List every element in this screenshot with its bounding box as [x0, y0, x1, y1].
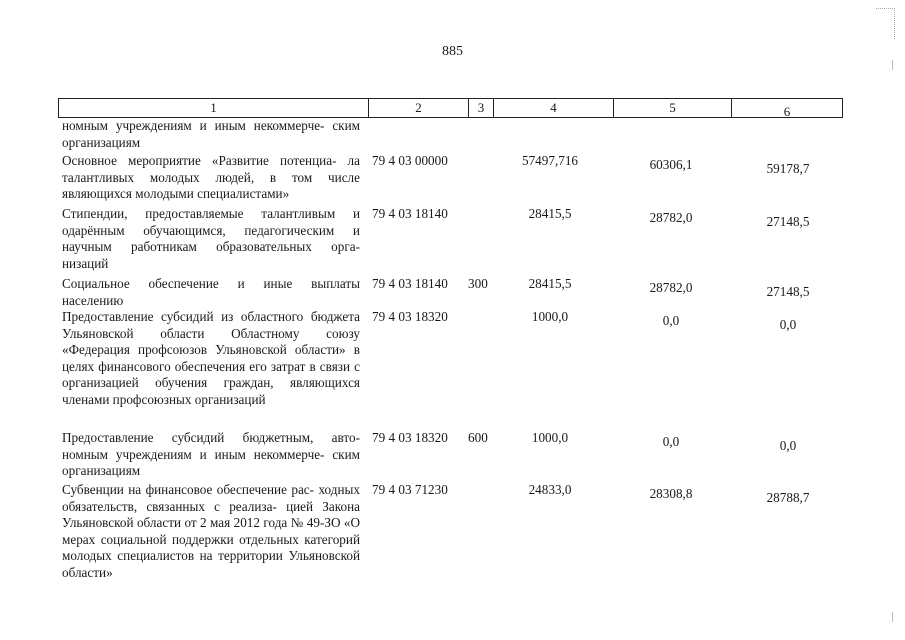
- row-value-col4: 1000,0: [531, 430, 569, 445]
- row-value-col5: 0,0: [662, 434, 680, 449]
- row-description: Стипендии, предоставляемые талантливым и одарённым обучающимся, педагогическим и научным работникам образовательных орга- низаций: [62, 206, 360, 271]
- row-value-col6: 0,0: [779, 438, 797, 453]
- row-target-code: 79 4 03 18320: [372, 430, 448, 445]
- row-target-code: 79 4 03 18320: [372, 309, 448, 324]
- row-value-col6: 27148,5: [766, 214, 810, 229]
- row-description: Предоставление субсидий бюджетным, авто- номным учреждениям и иным некоммерче- ским организациям: [62, 430, 360, 478]
- scan-corner-mark: [876, 8, 895, 39]
- row-value-col4: 1000,0: [531, 309, 569, 324]
- row-description: Социальное обеспечение и иные выплаты населению: [62, 276, 360, 308]
- row-target-code: 79 4 03 18140: [372, 206, 448, 221]
- row-description: Субвенции на финансовое обеспечение рас- ходных обязательств, связанных с реализа- цией Закона Ульяновской области от 2 мая 2012 года № 49-ЗО «О мерах социальной поддержки отдельных категорий молодых специалистов на территории Ульяновской области»: [62, 482, 360, 580]
- row-description: Основное мероприятие «Развитие потенциа- ла талантливых молодых людей, в том числе являющихся молодыми специалистами»: [62, 153, 360, 201]
- row-value-col5: 28782,0: [649, 210, 693, 225]
- column-header-6: 6: [783, 104, 791, 119]
- row-value-col6: 27148,5: [766, 284, 810, 299]
- table-header-row: [58, 98, 843, 118]
- column-header-3: 3: [469, 99, 494, 117]
- row-value-col4: 57497,716: [521, 153, 579, 168]
- row-value-col5: 60306,1: [649, 157, 693, 172]
- column-header-4: 4: [494, 99, 614, 117]
- row-value-col4: 28415,5: [528, 276, 572, 291]
- page-number: 885: [442, 44, 463, 59]
- row-value-col6: 0,0: [779, 317, 797, 332]
- row-target-code: 79 4 03 00000: [372, 153, 448, 168]
- column-header-1: 1: [59, 99, 369, 117]
- row-value-col6: 59178,7: [766, 161, 810, 176]
- scan-margin-tick: [892, 60, 893, 70]
- row-value-col5: 28782,0: [649, 280, 693, 295]
- row-expense-type: 600: [468, 430, 488, 445]
- row-value-col6: 28788,7: [766, 490, 810, 505]
- row-value-col4: 28415,5: [528, 206, 572, 221]
- row-value-col4: 24833,0: [528, 482, 572, 497]
- row-target-code: 79 4 03 18140: [372, 276, 448, 291]
- row-value-col5: 0,0: [662, 313, 680, 328]
- scan-margin-tick: [892, 612, 893, 622]
- column-header-2: 2: [369, 99, 469, 117]
- column-header-5: 5: [614, 99, 732, 117]
- row-expense-type: 300: [468, 276, 488, 291]
- row-target-code: 79 4 03 71230: [372, 482, 448, 497]
- row-description: номным учреждениям и иным некоммерче- ским организациям: [62, 118, 360, 150]
- row-value-col5: 28308,8: [649, 486, 693, 501]
- row-description: Предоставление субсидий из областного бюджета Ульяновской области Областному союзу «Федерация профсоюзов Ульяновской области» в целях финансового обеспечения его затрат в связи с организацией обучения граждан, являющихся членами профсоюзных организаций: [62, 309, 360, 407]
